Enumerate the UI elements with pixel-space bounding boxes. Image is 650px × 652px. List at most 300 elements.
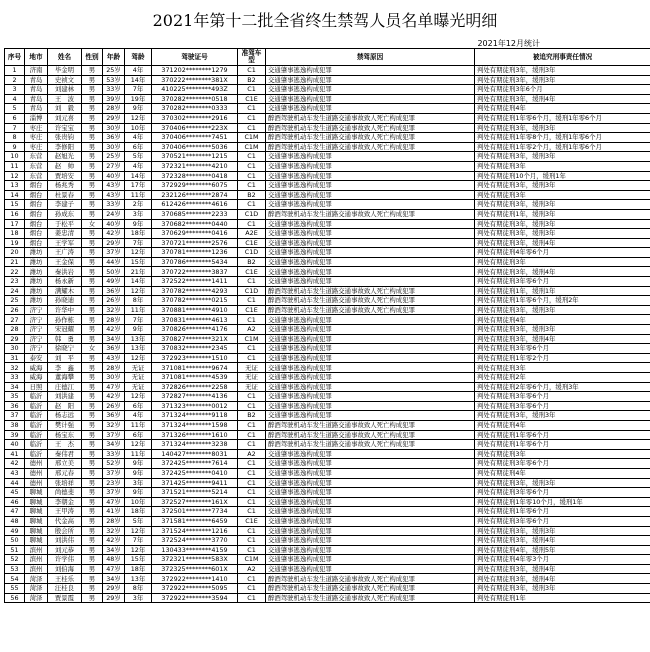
cell-ban-reason: 交通肇事逃逸构成犯罪 [266, 161, 475, 171]
cell-age: 41岁 [103, 507, 125, 517]
cell-index: 41 [5, 449, 25, 459]
cell-criminal-liability: 判处有期徒刑3年，缓刑3年 [475, 478, 650, 488]
table-row [5, 190, 650, 200]
table-row [5, 315, 650, 325]
cell-gender: 男 [82, 593, 103, 603]
cell-index: 14 [5, 190, 25, 200]
cell-criminal-liability: 判处有期徒刑3年，缓刑3年 [475, 152, 650, 162]
cell-license-number: 372922********1410 [152, 574, 238, 584]
cell-driving-years: 2年 [125, 200, 152, 210]
cell-license-number: 371323********0012 [152, 401, 238, 411]
cell-vehicle-class: C1 [238, 440, 266, 450]
cell-ban-reason: 交通肇事逃逸构成犯罪 [266, 468, 475, 478]
cell-license-number: 372923********1510 [152, 353, 238, 363]
cell-driving-years: 7年 [125, 315, 152, 325]
cell-driving-years: 12年 [125, 545, 152, 555]
cell-age: 33岁 [103, 85, 125, 95]
cell-ban-reason: 交通肇事逃逸构成犯罪 [266, 277, 475, 287]
cell-ban-reason: 交通肇事逃逸构成犯罪 [266, 459, 475, 469]
cell-city: 临沂 [25, 440, 48, 450]
cell-name: 李朝金 [48, 497, 82, 507]
table-row [5, 478, 650, 488]
cell-city: 济宁 [25, 305, 48, 315]
cell-vehicle-class: 无证 [238, 382, 266, 392]
cell-city: 菏泽 [25, 593, 48, 603]
cell-age: 42岁 [103, 325, 125, 335]
cell-age: 29岁 [103, 113, 125, 123]
table-row [5, 238, 650, 248]
cell-index: 18 [5, 229, 25, 239]
cell-vehicle-class: 无证 [238, 373, 266, 383]
cell-city: 青岛 [25, 104, 48, 114]
cell-vehicle-class: C1E [238, 94, 266, 104]
cell-index: 19 [5, 238, 25, 248]
cell-ban-reason: 醉酒驾驶机动车发生道路交通事故致人死亡构成犯罪 [266, 296, 475, 306]
cell-index: 43 [5, 468, 25, 478]
cell-city: 烟台 [25, 209, 48, 219]
cell-age: 30岁 [103, 142, 125, 152]
cell-criminal-liability: 判处有期徒刑4年零6个月 [475, 248, 650, 258]
cell-city: 潍坊 [25, 277, 48, 287]
cell-name: 赵 帅 [48, 161, 82, 171]
cell-name: 尚德斐 [48, 488, 82, 498]
cell-license-number: 370222********381X [152, 75, 238, 85]
table-row [5, 555, 650, 565]
cell-age: 34岁 [103, 545, 125, 555]
cell-driving-years: 9年 [125, 459, 152, 469]
table-row [5, 584, 650, 594]
cell-age: 34岁 [103, 334, 125, 344]
cell-criminal-liability: 判处有期徒刑10个月，缓刑1年 [475, 171, 650, 181]
cell-driving-years: 18年 [125, 564, 152, 574]
cell-criminal-liability: 判处有期徒刑3年，缓刑3年 [475, 200, 650, 210]
cell-ban-reason: 醉酒驾驶机动车发生道路交通事故致人死亡构成犯罪 [266, 593, 475, 603]
cell-criminal-liability: 判处有期徒刑3年，缓刑3年 [475, 219, 650, 229]
cell-city: 济宁 [25, 344, 48, 354]
cell-vehicle-class: C1D [238, 286, 266, 296]
cell-driving-years: 4年 [125, 161, 152, 171]
cell-index: 10 [5, 152, 25, 162]
table-row [5, 267, 650, 277]
cell-index: 38 [5, 420, 25, 430]
cell-ban-reason: 交通肇事逃逸构成犯罪 [266, 219, 475, 229]
cell-ban-reason: 交通肇事逃逸构成犯罪 [266, 555, 475, 565]
cell-license-number: 372321********583X [152, 555, 238, 565]
cell-criminal-liability: 判处有期徒刑3年，缓刑4年 [475, 94, 650, 104]
cell-license-number: 370786********5434 [152, 257, 238, 267]
cell-vehicle-class: C1 [238, 507, 266, 517]
cell-gender: 男 [82, 401, 103, 411]
cell-index: 50 [5, 536, 25, 546]
cell-vehicle-class: A2 [238, 449, 266, 459]
cell-gender: 男 [82, 181, 103, 191]
cell-ban-reason: 交通肇事逃逸构成犯罪 [266, 353, 475, 363]
cell-criminal-liability: 判处有期徒刑3年，缓刑4年 [475, 238, 650, 248]
cell-driving-years: 12年 [125, 113, 152, 123]
cell-age: 47岁 [103, 564, 125, 574]
cell-name: 于松平 [48, 219, 82, 229]
cell-driving-years: 7年 [125, 238, 152, 248]
cell-license-number: 372501********7734 [152, 507, 238, 517]
cell-criminal-liability: 判处有期徒刑3年零6个月 [475, 459, 650, 469]
cell-license-number: 370406********7451 [152, 133, 238, 143]
cell-index: 39 [5, 430, 25, 440]
cell-criminal-liability: 判处有期徒刑3年 [475, 257, 650, 267]
cell-name: 赵 阳 [48, 401, 82, 411]
cell-ban-reason: 交通肇事逃逸构成犯罪 [266, 536, 475, 546]
cell-vehicle-class: C1 [238, 315, 266, 325]
cell-driving-years: 15年 [125, 257, 152, 267]
cell-license-number: 372826********2258 [152, 382, 238, 392]
cell-license-number: 371521********5214 [152, 488, 238, 498]
cell-vehicle-class: C1 [238, 161, 266, 171]
cell-ban-reason: 醉酒驾驶机动车发生道路交通事故致人死亡构成犯罪 [266, 574, 475, 584]
cell-license-number: 372929********6075 [152, 181, 238, 191]
cell-criminal-liability: 判处有期徒刑1年零6个月，缓刑2年 [475, 296, 650, 306]
table-row [5, 449, 650, 459]
table-row [5, 94, 650, 104]
table-row [5, 516, 650, 526]
cell-license-number: 372328********0418 [152, 171, 238, 181]
cell-gender: 男 [82, 459, 103, 469]
cell-driving-years: 13年 [125, 574, 152, 584]
cell-driving-years: 4年 [125, 66, 152, 76]
table-row [5, 468, 650, 478]
cell-vehicle-class: C1 [238, 85, 266, 95]
cell-age: 40岁 [103, 171, 125, 181]
cell-ban-reason: 交通肇事逃逸构成犯罪 [266, 190, 475, 200]
cell-driving-years: 6年 [125, 401, 152, 411]
cell-age: 26岁 [103, 401, 125, 411]
header-city: 地市 [25, 49, 48, 66]
cell-city: 烟台 [25, 200, 48, 210]
cell-driving-years: 12年 [125, 526, 152, 536]
cell-gender: 男 [82, 238, 103, 248]
cell-gender: 男 [82, 564, 103, 574]
cell-driving-years: 14年 [125, 171, 152, 181]
cell-driving-years: 19年 [125, 94, 152, 104]
cell-index: 42 [5, 459, 25, 469]
cell-ban-reason: 交通肇事逃逸构成犯罪 [266, 200, 475, 210]
cell-driving-years: 18年 [125, 229, 152, 239]
table-row [5, 334, 650, 344]
cell-name: 徐晓宁 [48, 344, 82, 354]
cell-name: 杨永新 [48, 277, 82, 287]
cell-index: 4 [5, 94, 25, 104]
cell-gender: 男 [82, 334, 103, 344]
table-row [5, 171, 650, 181]
cell-license-number: 370831********4613 [152, 315, 238, 325]
cell-license-number: 370881********4910 [152, 305, 238, 315]
cell-license-number: 370629********0416 [152, 229, 238, 239]
cell-criminal-liability: 判处有期徒刑4年零3个月 [475, 555, 650, 565]
table-row [5, 373, 650, 383]
cell-age: 43岁 [103, 190, 125, 200]
cell-vehicle-class: C1E [238, 305, 266, 315]
cell-criminal-liability: 判处有期徒刑4年 [475, 104, 650, 114]
cell-criminal-liability: 判处有期徒刑1年零8个月，缓刑1年零6个月 [475, 133, 650, 143]
cell-license-number: 370721********2576 [152, 238, 238, 248]
cell-city: 聊城 [25, 497, 48, 507]
cell-criminal-liability: 判处有期徒刑3年零6个月 [475, 344, 650, 354]
cell-age: 37岁 [103, 468, 125, 478]
cell-ban-reason: 交通肇事逃逸构成犯罪 [266, 488, 475, 498]
cell-name: 杨兆秀 [48, 181, 82, 191]
cell-driving-years: 4年 [125, 411, 152, 421]
cell-index: 40 [5, 440, 25, 450]
cell-criminal-liability: 判处有期徒刑4年，缓刑5年 [475, 545, 650, 555]
cell-criminal-liability: 判处有期徒刑1年零6个月 [475, 507, 650, 517]
cell-criminal-liability: 判处有期徒刑1年零2个月，缓刑1年零6个月 [475, 142, 650, 152]
table-row [5, 392, 650, 402]
cell-name: 秦洪岩 [48, 267, 82, 277]
cell-driving-years: 7年 [125, 85, 152, 95]
cell-city: 滨州 [25, 564, 48, 574]
cell-gender: 男 [82, 229, 103, 239]
cell-gender: 男 [82, 392, 103, 402]
cell-vehicle-class: B2 [238, 411, 266, 421]
cell-name: 王金保 [48, 257, 82, 267]
cell-criminal-liability: 判处有期徒刑1年 [475, 593, 650, 603]
cell-gender: 男 [82, 545, 103, 555]
cell-name: 宋冠耀 [48, 325, 82, 335]
cell-index: 20 [5, 248, 25, 258]
cell-city: 东营 [25, 152, 48, 162]
cell-driving-years: 18年 [125, 507, 152, 517]
cell-ban-reason: 交通肇事逃逸构成犯罪 [266, 315, 475, 325]
cell-gender: 男 [82, 123, 103, 133]
cell-ban-reason: 交通肇事逃逸构成犯罪 [266, 478, 475, 488]
cell-vehicle-class: C1 [238, 468, 266, 478]
cell-city: 日照 [25, 382, 48, 392]
cell-vehicle-class: C1 [238, 497, 266, 507]
cell-index: 3 [5, 85, 25, 95]
header-name: 姓名 [48, 49, 82, 66]
cell-vehicle-class: A2 [238, 325, 266, 335]
cell-license-number: 612426********4616 [152, 200, 238, 210]
cell-age: 42岁 [103, 536, 125, 546]
table-row [5, 104, 650, 114]
cell-driving-years: 6年 [125, 142, 152, 152]
header-criminal-liability: 被追究刑事责任情况 [475, 49, 650, 66]
cell-driving-years: 13年 [125, 344, 152, 354]
cell-driving-years: 8年 [125, 584, 152, 594]
cell-name: 王学军 [48, 238, 82, 248]
cell-vehicle-class: C1M [238, 142, 266, 152]
cell-vehicle-class: C1 [238, 344, 266, 354]
cell-driving-years: 3年 [125, 478, 152, 488]
cell-license-number: 372425********0410 [152, 468, 238, 478]
cell-license-number: 370826********4176 [152, 325, 238, 335]
cell-index: 5 [5, 104, 25, 114]
cell-name: 秦伟君 [48, 449, 82, 459]
cell-gender: 男 [82, 113, 103, 123]
table-row [5, 411, 650, 421]
cell-criminal-liability: 判处有期徒刑4年 [475, 315, 650, 325]
cell-ban-reason: 交通肇事逃逸构成犯罪 [266, 392, 475, 402]
cell-index: 12 [5, 171, 25, 181]
table-row [5, 142, 650, 152]
cell-driving-years: 11年 [125, 190, 152, 200]
cell-vehicle-class: C1 [238, 488, 266, 498]
cell-ban-reason: 醉酒驾驶机动车发生道路交通事故致人死亡构成犯罪 [266, 430, 475, 440]
cell-city: 聊城 [25, 536, 48, 546]
table-row [5, 488, 650, 498]
cell-license-number: 371326********1610 [152, 430, 238, 440]
cell-age: 40岁 [103, 219, 125, 229]
cell-name: 王 杰 [48, 440, 82, 450]
cell-gender: 男 [82, 277, 103, 287]
cell-gender: 男 [82, 66, 103, 76]
cell-license-number: 372321********4210 [152, 161, 238, 171]
cell-ban-reason: 醉酒驾驶机动车发生道路交通事故致人死亡构成犯罪 [266, 113, 475, 123]
cell-gender: 男 [82, 257, 103, 267]
cell-name: 孙晓迪 [48, 296, 82, 306]
cell-vehicle-class: C1 [238, 536, 266, 546]
cell-license-number: 370832********2345 [152, 344, 238, 354]
table-row [5, 113, 650, 123]
table-row [5, 440, 650, 450]
cell-city: 临沂 [25, 392, 48, 402]
cell-name: 王甲涛 [48, 507, 82, 517]
cell-license-number: 370682********0440 [152, 219, 238, 229]
cell-driving-years: 3年 [125, 593, 152, 603]
cell-gender: 男 [82, 574, 103, 584]
cell-age: 37岁 [103, 248, 125, 258]
cell-name: 庄德江 [48, 382, 82, 392]
cell-city: 潍坊 [25, 248, 48, 258]
cell-license-number: 372325********601X [152, 564, 238, 574]
cell-driving-years: 17年 [125, 181, 152, 191]
cell-vehicle-class: C1 [238, 66, 266, 76]
table-row [5, 401, 650, 411]
cell-license-number: 372827********4136 [152, 392, 238, 402]
table-row [5, 161, 650, 171]
cell-age: 37岁 [103, 430, 125, 440]
cell-name: 孙成东 [48, 209, 82, 219]
cell-name: 刘建林 [48, 85, 82, 95]
cell-name: 王 波 [48, 94, 82, 104]
cell-age: 32岁 [103, 526, 125, 536]
cell-criminal-liability: 判处有期徒刑3年，缓刑3年 [475, 229, 650, 239]
cell-ban-reason: 交通肇事逃逸构成犯罪 [266, 411, 475, 421]
cell-index: 47 [5, 507, 25, 517]
cell-age: 53岁 [103, 75, 125, 85]
cell-ban-reason: 交通肇事逃逸构成犯罪 [266, 238, 475, 248]
cell-age: 30岁 [103, 373, 125, 383]
cell-vehicle-class: C1 [238, 526, 266, 536]
cell-vehicle-class: C1 [238, 545, 266, 555]
cell-vehicle-class: 无证 [238, 363, 266, 373]
table-row [5, 248, 650, 258]
cell-gender: 男 [82, 200, 103, 210]
cell-gender: 男 [82, 373, 103, 383]
cell-criminal-liability: 判处有期徒刑3年零6个月 [475, 488, 650, 498]
header-driving-years: 驾龄 [125, 49, 152, 66]
cell-vehicle-class: C1 [238, 584, 266, 594]
cell-age: 26岁 [103, 296, 125, 306]
cell-name: 王桂乐 [48, 574, 82, 584]
cell-index: 48 [5, 516, 25, 526]
cell-vehicle-class: C1 [238, 277, 266, 287]
cell-ban-reason: 交通肇事逃逸构成犯罪 [266, 248, 475, 258]
table-row [5, 277, 650, 287]
cell-city: 聊城 [25, 507, 48, 517]
cell-gender: 男 [82, 94, 103, 104]
cell-gender: 男 [82, 536, 103, 546]
cell-criminal-liability: 判处有期徒刑3年 [475, 449, 650, 459]
cell-ban-reason: 交通肇事逃逸构成犯罪 [266, 401, 475, 411]
cell-index: 49 [5, 526, 25, 536]
cell-name: 张培祥 [48, 478, 82, 488]
cell-driving-years: 11年 [125, 305, 152, 315]
cell-ban-reason: 交通肇事逃逸构成犯罪 [266, 526, 475, 536]
cell-criminal-liability: 判处有期徒刑3年，缓刑3年 [475, 66, 650, 76]
cell-criminal-liability: 判处有期徒刑3年 [475, 190, 650, 200]
cell-index: 29 [5, 334, 25, 344]
cell-name: 张贵钧 [48, 133, 82, 143]
cell-age: 34岁 [103, 574, 125, 584]
cell-city: 聊城 [25, 516, 48, 526]
cell-license-number: 370782********0215 [152, 296, 238, 306]
table-row [5, 353, 650, 363]
header-gender: 性别 [82, 49, 103, 66]
table-row [5, 286, 650, 296]
cell-gender: 男 [82, 248, 103, 258]
cell-ban-reason: 交通肇事逃逸构成犯罪 [266, 181, 475, 191]
cell-gender: 男 [82, 267, 103, 277]
table-row [5, 574, 650, 584]
cell-name: 许学伟 [48, 555, 82, 565]
cell-driving-years: 9年 [125, 325, 152, 335]
cell-license-number: 370302********2916 [152, 113, 238, 123]
cell-criminal-liability: 判处有期徒刑3年，缓刑3年 [475, 181, 650, 191]
cell-gender: 男 [82, 478, 103, 488]
cell-license-number: 371324********9118 [152, 411, 238, 421]
cell-age: 47岁 [103, 382, 125, 392]
cell-index: 16 [5, 209, 25, 219]
cell-criminal-liability: 判处有期徒刑1年，缓刑1年 [475, 286, 650, 296]
cell-index: 8 [5, 133, 25, 143]
cell-driving-years: 12年 [125, 286, 152, 296]
cell-name: 史祯文 [48, 75, 82, 85]
cell-criminal-liability: 判处有期徒刑3年零6个月 [475, 392, 650, 402]
cell-driving-years: 9年 [125, 468, 152, 478]
cell-vehicle-class: C1 [238, 200, 266, 210]
cell-criminal-liability: 判处有期徒刑3年，缓刑3年 [475, 526, 650, 536]
cell-name: 杨志远 [48, 411, 82, 421]
cell-age: 48岁 [103, 555, 125, 565]
cell-city: 烟台 [25, 190, 48, 200]
cell-index: 11 [5, 161, 25, 171]
cell-gender: 男 [82, 75, 103, 85]
cell-criminal-liability: 判处有期徒刑3年，缓刑4年 [475, 574, 650, 584]
table-row [5, 85, 650, 95]
cell-criminal-liability: 判处有期徒刑3年，缓刑4年 [475, 334, 650, 344]
cell-name: 李 鑫 [48, 363, 82, 373]
cell-gender: 男 [82, 440, 103, 450]
cell-gender: 男 [82, 152, 103, 162]
cell-city: 青岛 [25, 85, 48, 95]
cell-age: 33岁 [103, 449, 125, 459]
cell-vehicle-class: C1M [238, 334, 266, 344]
cell-ban-reason: 交通肇事逃逸构成犯罪 [266, 66, 475, 76]
cell-criminal-liability: 判处有期徒刑3年6个月 [475, 85, 650, 95]
page-title: 2021年第十二批全省终生禁驾人员名单曝光明细 [152, 11, 498, 30]
cell-gender: 男 [82, 171, 103, 181]
cell-license-number: 371324********1598 [152, 420, 238, 430]
cell-age: 29岁 [103, 593, 125, 603]
